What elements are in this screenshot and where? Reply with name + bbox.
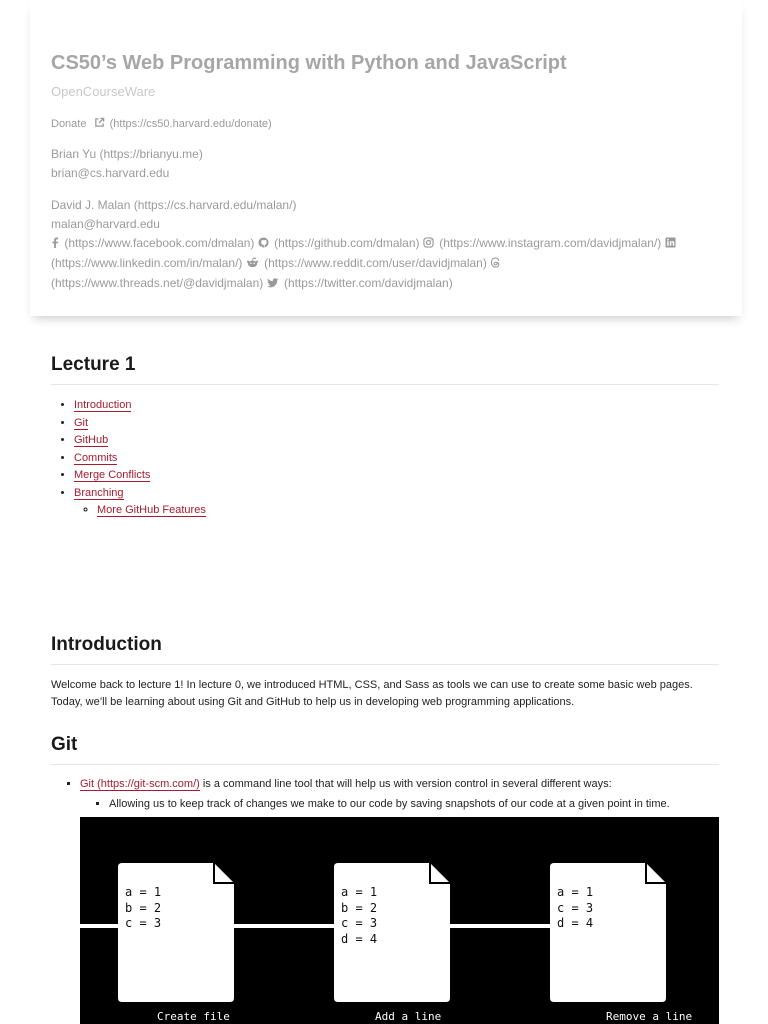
toc-link-branching[interactable]: Branching [74,486,124,499]
instagram-icon[interactable] [423,237,434,248]
toc-link-commits[interactable]: Commits [74,451,118,464]
diagram-connector [232,924,336,928]
twitter-icon[interactable] [267,278,279,288]
toc-link-github[interactable]: GitHub [74,434,109,446]
git-sub-bullet: ▪ Allowing us to keep track of changes we make to our code by saving snapshots of our code at a given point in time. [109,796,670,813]
social-line-1 [51,236,678,250]
twitter-url[interactable]: (https://twitter.com/davidjmalan) [283,276,453,290]
facebook-icon[interactable] [51,237,59,248]
git-scm-link[interactable]: Git (https://git-scm.com/) [80,778,200,790]
threads-icon[interactable] [490,257,501,268]
toc-link-introduction[interactable]: Introduction [74,399,132,411]
file-snapshot-2 [334,863,450,1002]
file-caption: Add a line [375,1010,442,1023]
file-icon [118,863,234,1002]
toc-item [74,432,206,450]
git-list [63,776,670,813]
toc-item [74,450,206,468]
toc-item [74,415,206,433]
git-bullet [80,776,670,813]
donate-line [51,117,272,130]
linkedin-url[interactable]: (https://www.linkedin.com/in/malan/) [51,256,243,270]
file-icon [550,863,666,1002]
toc-item [74,397,206,415]
toc-link-more-github-features[interactable]: More GitHub Features [97,504,206,516]
david-name[interactable]: David J. Malan (https://cs.harvard.edu/malan/) [51,198,297,212]
file-caption: Create file [157,1010,230,1023]
git-sublist [80,796,670,813]
david-email[interactable]: malan@harvard.edu [51,217,160,231]
course-title[interactable]: CS50’s Web Programming with Python and JavaScript [51,52,567,74]
file-contents: a = 1 b = 2 c = 3 d = 4 [341,885,378,946]
table-of-contents [51,397,206,520]
linkedin-icon[interactable] [665,237,676,248]
course-subtitle[interactable]: OpenCourseWare [51,84,156,99]
brian-name[interactable]: Brian Yu (https://brianyu.me) [51,147,203,161]
external-link-icon [94,117,105,128]
toc-sublist [74,502,206,520]
introduction-text-line-1: Welcome back to lecture 1! In lecture 0, we introduced HTML, CSS, and Sass as tools we can use to create some basic web pages. [51,679,693,691]
file-contents: a = 1 c = 3 d = 4 [557,885,594,930]
git-heading: Git [51,734,719,765]
social-line-2 [51,256,503,270]
brian-email[interactable]: brian@cs.harvard.edu [51,166,170,180]
github-url[interactable]: (https://github.com/dmalan) [274,236,420,250]
introduction-text-line-2: Today, we’ll be learning about using Git and GitHub to help us in developing web programming applications. [51,696,575,708]
file-caption: Remove a line [606,1010,693,1023]
reddit-url[interactable]: (https://www.reddit.com/user/davidjmalan) [264,256,487,270]
lecture-title: Lecture 1 [51,354,719,385]
toc-item [74,467,206,485]
file-snapshot-1 [118,863,234,1002]
donate-link[interactable]: Donate [51,118,87,130]
github-icon[interactable] [258,237,269,248]
threads-url[interactable]: (https://www.threads.net/@davidjmalan) [51,276,264,290]
facebook-url[interactable]: (https://www.facebook.com/dmalan) [64,236,255,250]
toc-link-git[interactable]: Git [74,416,89,429]
donate-url: (https://cs50.harvard.edu/donate) [109,118,272,130]
social-line-3 [51,276,453,290]
git-bullet-text: is a command line tool that will help us with version control in several different ways: [199,778,612,790]
toc-item [74,485,206,520]
toc-link-merge-conflicts[interactable]: Merge Conflicts [74,469,151,481]
introduction-heading: Introduction [51,634,719,665]
file-snapshot-3 [550,863,666,1002]
file-contents: a = 1 b = 2 c = 3 [125,885,162,930]
instagram-url[interactable]: (https://www.instagram.com/davidjmalan/) [439,236,662,250]
course-header [30,0,742,316]
diagram-connector [80,924,120,928]
reddit-icon[interactable] [246,257,259,268]
introduction-paragraph [51,677,719,711]
toc-subitem [97,502,206,520]
diagram-connector [448,924,552,928]
